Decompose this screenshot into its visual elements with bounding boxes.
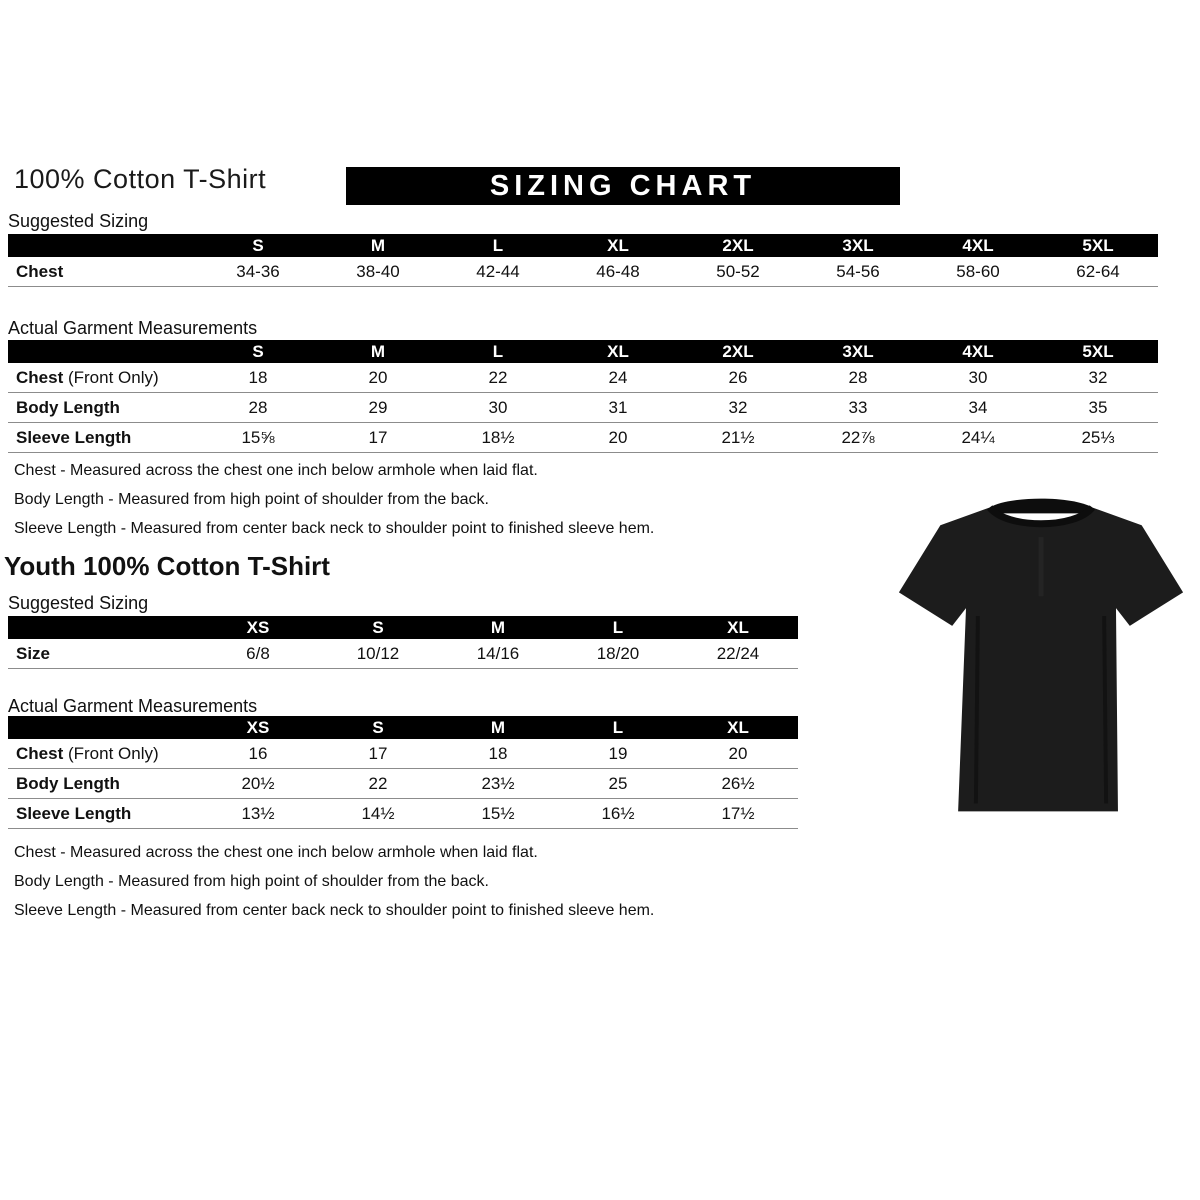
col-header: S [318, 716, 438, 739]
youth-suggested-label: Suggested Sizing [8, 593, 149, 613]
row-label: Chest (Front Only) [8, 363, 198, 393]
cell: 10/12 [318, 639, 438, 669]
col-header: XL [558, 340, 678, 363]
youth-measurements-table [8, 716, 798, 829]
table-corner [8, 716, 198, 739]
cell: 33 [798, 393, 918, 423]
cell: 22/24 [678, 639, 798, 669]
youth-measurements-label: Actual Garment Measurements [8, 696, 258, 716]
cell: 15⅝ [198, 423, 318, 453]
cell: 34 [918, 393, 1038, 423]
col-header: XL [558, 234, 678, 257]
table-corner [8, 234, 198, 257]
youth-suggested-table [8, 616, 798, 669]
cell: 24 [558, 363, 678, 393]
table-corner [8, 340, 198, 363]
cell: 58-60 [918, 257, 1038, 287]
note-body-length: Body Length - Measured from high point of shoulder from the back. [14, 491, 489, 508]
table-row [8, 363, 1158, 393]
cell: 20½ [198, 769, 318, 799]
cell: 22 [438, 363, 558, 393]
table-row [8, 257, 1158, 287]
cell: 50-52 [678, 257, 798, 287]
cell: 16½ [558, 799, 678, 829]
cell: 30 [438, 393, 558, 423]
adult-suggested-label: Suggested Sizing [8, 211, 149, 231]
youth-notes [14, 844, 654, 931]
cell: 25 [558, 769, 678, 799]
col-header: M [438, 616, 558, 639]
col-header: M [438, 716, 558, 739]
row-label: Body Length [8, 393, 198, 423]
table-row [8, 769, 798, 799]
cell: 34-36 [198, 257, 318, 287]
row-label: Size [8, 639, 198, 669]
col-header: XL [678, 616, 798, 639]
row-label: Sleeve Length [8, 423, 198, 453]
adult-suggested-table [8, 234, 1158, 287]
col-header: 2XL [678, 234, 798, 257]
cell: 26½ [678, 769, 798, 799]
cell: 35 [1038, 393, 1158, 423]
cell: 14/16 [438, 639, 558, 669]
cell: 42-44 [438, 257, 558, 287]
header-row [8, 340, 1158, 363]
table-row [8, 739, 798, 769]
col-header: XL [678, 716, 798, 739]
page-title: 100% Cotton T-Shirt [14, 164, 267, 194]
cell: 32 [678, 393, 798, 423]
row-label: Body Length [8, 769, 198, 799]
col-header: 4XL [918, 340, 1038, 363]
cell: 32 [1038, 363, 1158, 393]
cell: 15½ [438, 799, 558, 829]
row-label: Sleeve Length [8, 799, 198, 829]
black-tshirt-image [893, 477, 1189, 829]
cell: 16 [198, 739, 318, 769]
header-row [8, 234, 1158, 257]
cell: 29 [318, 393, 438, 423]
cell: 22 [318, 769, 438, 799]
note-chest: Chest - Measured across the chest one inch below armhole when laid flat. [14, 462, 538, 479]
table-corner [8, 616, 198, 639]
youth-title: Youth 100% Cotton T-Shirt [4, 551, 330, 581]
col-header: 3XL [798, 234, 918, 257]
cell: 26 [678, 363, 798, 393]
col-header: XS [198, 716, 318, 739]
col-header: L [558, 716, 678, 739]
col-header: S [198, 234, 318, 257]
cell: 54-56 [798, 257, 918, 287]
cell: 20 [678, 739, 798, 769]
col-header: XS [198, 616, 318, 639]
cell: 19 [558, 739, 678, 769]
cell: 6/8 [198, 639, 318, 669]
cell: 22⅞ [798, 423, 918, 453]
cell: 18/20 [558, 639, 678, 669]
adult-notes [14, 462, 654, 549]
cell: 21½ [678, 423, 798, 453]
note-chest: Chest - Measured across the chest one inch below armhole when laid flat. [14, 844, 538, 861]
cell: 17½ [678, 799, 798, 829]
note-sleeve-length: Sleeve Length - Measured from center back neck to shoulder point to finished sleeve hem. [14, 902, 655, 919]
cell: 17 [318, 423, 438, 453]
note-body-length: Body Length - Measured from high point of shoulder from the back. [14, 873, 489, 890]
cell: 46-48 [558, 257, 678, 287]
col-header: 5XL [1038, 234, 1158, 257]
cell: 18½ [438, 423, 558, 453]
header-row [8, 616, 798, 639]
cell: 20 [318, 363, 438, 393]
table-row [8, 393, 1158, 423]
col-header: S [198, 340, 318, 363]
cell: 28 [198, 393, 318, 423]
col-header: L [558, 616, 678, 639]
adult-measurements-table [8, 340, 1158, 453]
col-header: 4XL [918, 234, 1038, 257]
row-label: Chest [8, 257, 198, 287]
col-header: M [318, 340, 438, 363]
adult-measurements-label: Actual Garment Measurements [8, 318, 258, 338]
col-header: M [318, 234, 438, 257]
cell: 62-64 [1038, 257, 1158, 287]
col-header: 2XL [678, 340, 798, 363]
table-row [8, 799, 798, 829]
cell: 18 [198, 363, 318, 393]
cell: 20 [558, 423, 678, 453]
cell: 25⅓ [1038, 423, 1158, 453]
header-row [8, 716, 798, 739]
col-header: 3XL [798, 340, 918, 363]
col-header: 5XL [1038, 340, 1158, 363]
cell: 18 [438, 739, 558, 769]
cell: 30 [918, 363, 1038, 393]
table-row [8, 639, 798, 669]
cell: 17 [318, 739, 438, 769]
col-header: L [438, 340, 558, 363]
row-label: Chest (Front Only) [8, 739, 198, 769]
note-sleeve-length: Sleeve Length - Measured from center back neck to shoulder point to finished sleeve hem. [14, 520, 655, 537]
table-row [8, 423, 1158, 453]
cell: 13½ [198, 799, 318, 829]
col-header: L [438, 234, 558, 257]
sizing-chart-banner: SIZING CHART [346, 167, 900, 205]
cell: 28 [798, 363, 918, 393]
cell: 31 [558, 393, 678, 423]
cell: 38-40 [318, 257, 438, 287]
tshirt-icon [893, 477, 1189, 829]
cell: 23½ [438, 769, 558, 799]
cell: 14½ [318, 799, 438, 829]
cell: 24¼ [918, 423, 1038, 453]
col-header: S [318, 616, 438, 639]
